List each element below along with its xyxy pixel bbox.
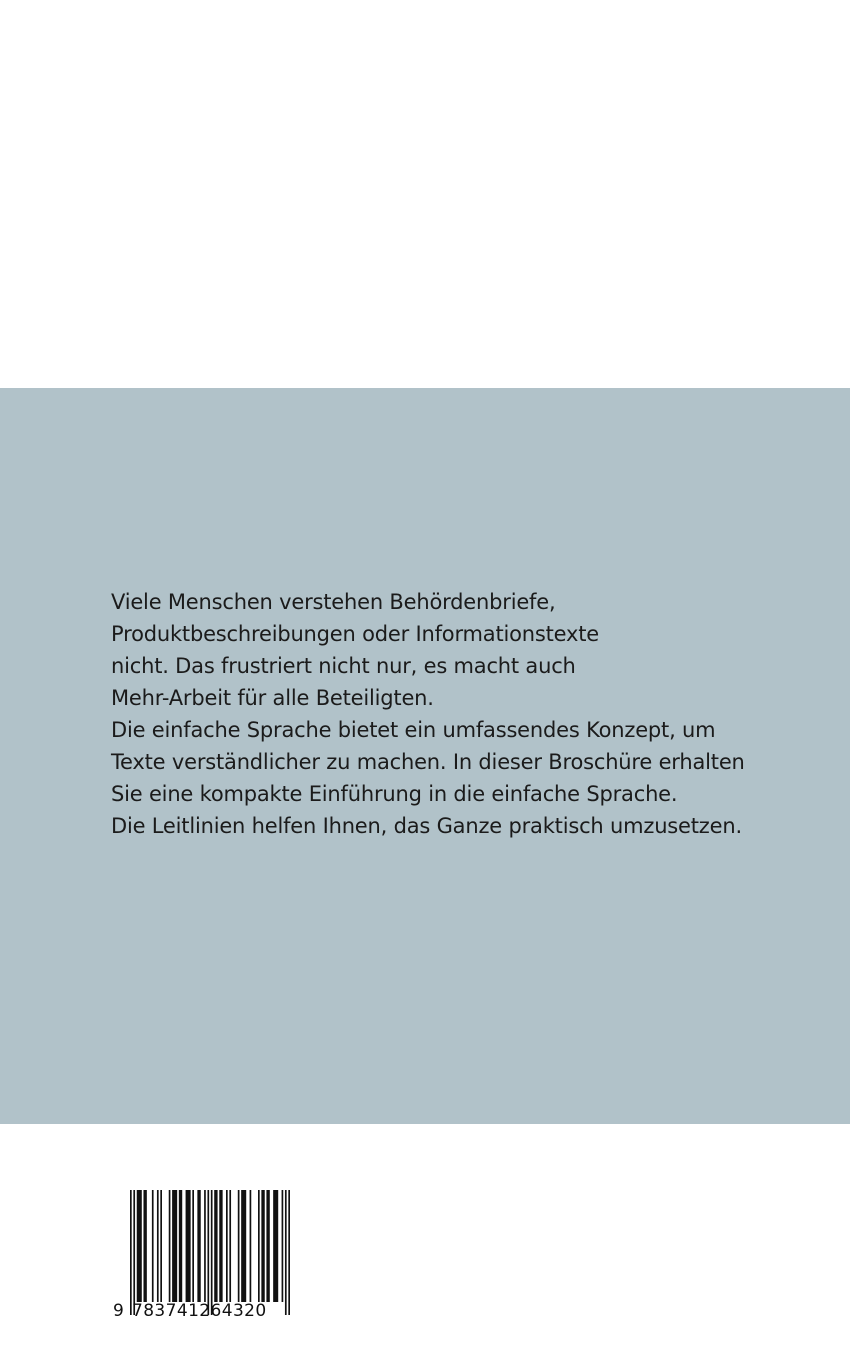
- barcode-bar: [261, 1190, 264, 1302]
- barcode-bar: [288, 1190, 290, 1315]
- blurb-line: Sie eine kompakte Einführung in die einfache Sprache.: [111, 782, 678, 806]
- barcode-bar: [214, 1190, 217, 1302]
- barcode-bar: [266, 1190, 269, 1302]
- isbn-barcode: [113, 1190, 293, 1326]
- barcode-bar: [160, 1190, 162, 1302]
- barcode-bar: [192, 1190, 194, 1302]
- barcode-bar: [137, 1190, 142, 1302]
- barcode-bar: [226, 1190, 228, 1302]
- blurb-line: Mehr-Arbeit für alle Beteiligten.: [111, 686, 434, 710]
- barcode-bar: [197, 1190, 200, 1302]
- barcode-bar: [282, 1190, 284, 1302]
- barcode-bar: [133, 1190, 135, 1315]
- barcode-bars-icon: [130, 1190, 290, 1315]
- barcode-bar: [238, 1190, 240, 1302]
- barcode-bar: [169, 1190, 171, 1302]
- barcode-bar: [152, 1190, 154, 1302]
- barcode-bar: [179, 1190, 182, 1302]
- barcode-bar: [273, 1190, 278, 1302]
- barcode-bar: [258, 1190, 260, 1302]
- barcode-bar: [207, 1190, 209, 1315]
- barcode-bar: [285, 1190, 287, 1315]
- blurb-line: Die einfache Sprache bietet ein umfassendes Konzept, um: [111, 718, 716, 742]
- barcode-bar: [211, 1190, 213, 1315]
- barcode-bar: [241, 1190, 246, 1302]
- barcode-bar: [172, 1190, 177, 1302]
- barcode-bar: [143, 1190, 146, 1302]
- blurb-line: Viele Menschen verstehen Behördenbriefe,: [111, 590, 556, 614]
- blurb-line: Texte verständlicher zu machen. In dieser Broschüre erhalten: [111, 750, 745, 774]
- barcode-bar: [229, 1190, 231, 1302]
- top-blank-area: [0, 0, 850, 388]
- isbn-number: [113, 1300, 293, 1324]
- barcode-bar: [157, 1190, 159, 1302]
- barcode-bar: [250, 1190, 252, 1302]
- barcode-bar: [186, 1190, 191, 1302]
- barcode-bar: [204, 1190, 206, 1302]
- blurb-line: nicht. Das frustriert nicht nur, es macht auch: [111, 654, 576, 678]
- isbn-digits: 783741264320: [132, 1301, 267, 1321]
- blurb-text: [111, 586, 791, 842]
- isbn-first-digit: 9: [113, 1301, 124, 1321]
- blurb-line: Die Leitlinien helfen Ihnen, das Ganze praktisch umzusetzen.: [111, 814, 742, 838]
- blurb-line: Produktbeschreibungen oder Informationstexte: [111, 622, 599, 646]
- barcode-bar: [130, 1190, 132, 1315]
- barcode-bar: [219, 1190, 222, 1302]
